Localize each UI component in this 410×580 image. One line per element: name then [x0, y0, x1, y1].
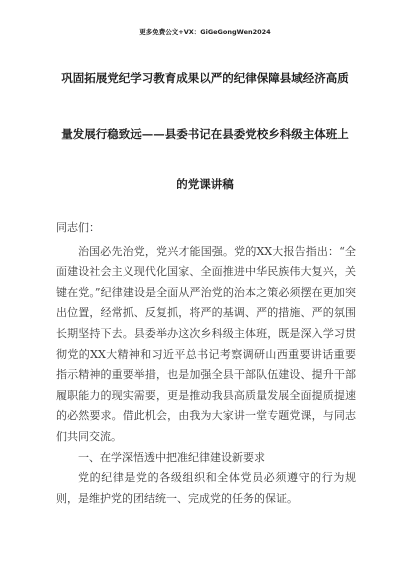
document-title-line-3: 的党课讲稿	[176, 177, 234, 191]
section-heading: 一、在学深悟透中把准纪律建设新要求	[78, 450, 265, 464]
document-title-line-2: 量发展行稳致远——县委书记在县委党校乡科级主体班上	[61, 127, 349, 141]
salutation: 同志们：	[56, 221, 100, 234]
body-paragraph: 治国必先治党，党兴才能国强。党的XX大报告指出：“全面建设社会主义现代化国家、全面推进中华民族伟大复兴，关键在党。”纪律建设是全面从严治党的治本之策必须摆在更加突出位置，经常抓、反复抓，将严的基调、严的措施、严的氛围长期坚持下去。县委举办这次乡科级主体班，既是深入学习贯彻党的XX大精神和习近平总书记考察调研山西重要讲话重要指示精神的重要举措，也是加强全县干部队伍建设、提升干部履职能力的现实需要，更是推动我县高质量发展全面提质提速的必然要求。借此机会，由我为大家讲一堂专题党课，与同志们共同交流。	[56, 244, 356, 443]
document-title-line-1: 巩固拓展党纪学习教育成果以严的纪律保障县域经济高质	[61, 71, 349, 85]
header-note: 更多免费公文+VX：GiGeGongWen2024	[139, 28, 271, 36]
body-paragraph: 党的纪律是党的各级组织和全体党员必须遵守的行为规则，是维护党的团结统一、完成党的任务的保证。	[56, 471, 356, 505]
document-body	[56, 218, 356, 509]
